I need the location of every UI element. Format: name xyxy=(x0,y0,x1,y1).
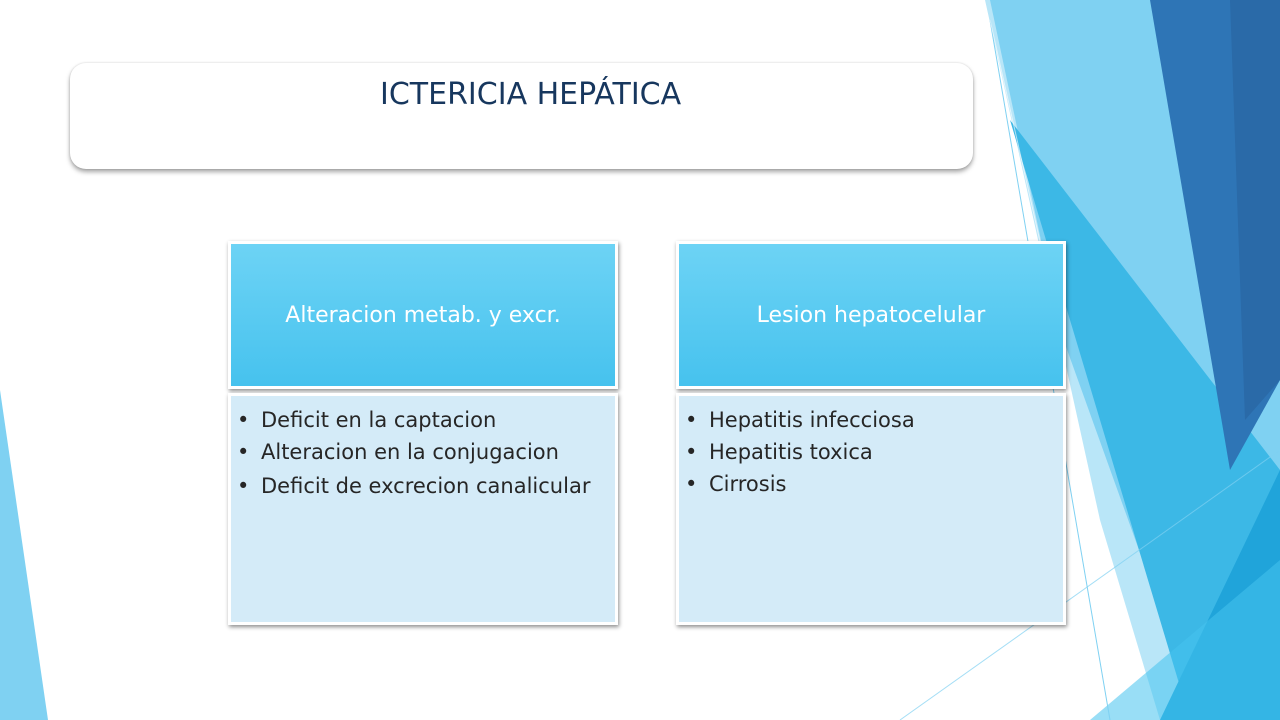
card-header-label: Alteracion metab. y excr. xyxy=(285,302,561,328)
list-item: • Hepatitis toxica xyxy=(707,436,1057,468)
card-alteracion xyxy=(228,241,622,627)
list-item: • Deficit de excrecion canalicular xyxy=(259,472,609,500)
list-item: • Alteracion en la conjugacion xyxy=(259,436,609,468)
card-lesion xyxy=(676,241,1070,627)
page-title: ICTERICIA HEPÁTICA xyxy=(380,77,682,112)
list-item: • Deficit en la captacion xyxy=(259,404,609,436)
card-header xyxy=(676,241,1066,389)
bullet-list xyxy=(231,396,615,500)
card-header xyxy=(228,241,618,389)
left-accent-shape xyxy=(0,390,48,720)
list-item: • Cirrosis xyxy=(707,468,1057,500)
card-body xyxy=(228,393,618,625)
card-body xyxy=(676,393,1066,625)
card-header-label: Lesion hepatocelular xyxy=(756,302,986,328)
list-item: • Hepatitis infecciosa xyxy=(707,404,1057,436)
title-box xyxy=(70,63,973,169)
bullet-list xyxy=(679,396,1063,500)
